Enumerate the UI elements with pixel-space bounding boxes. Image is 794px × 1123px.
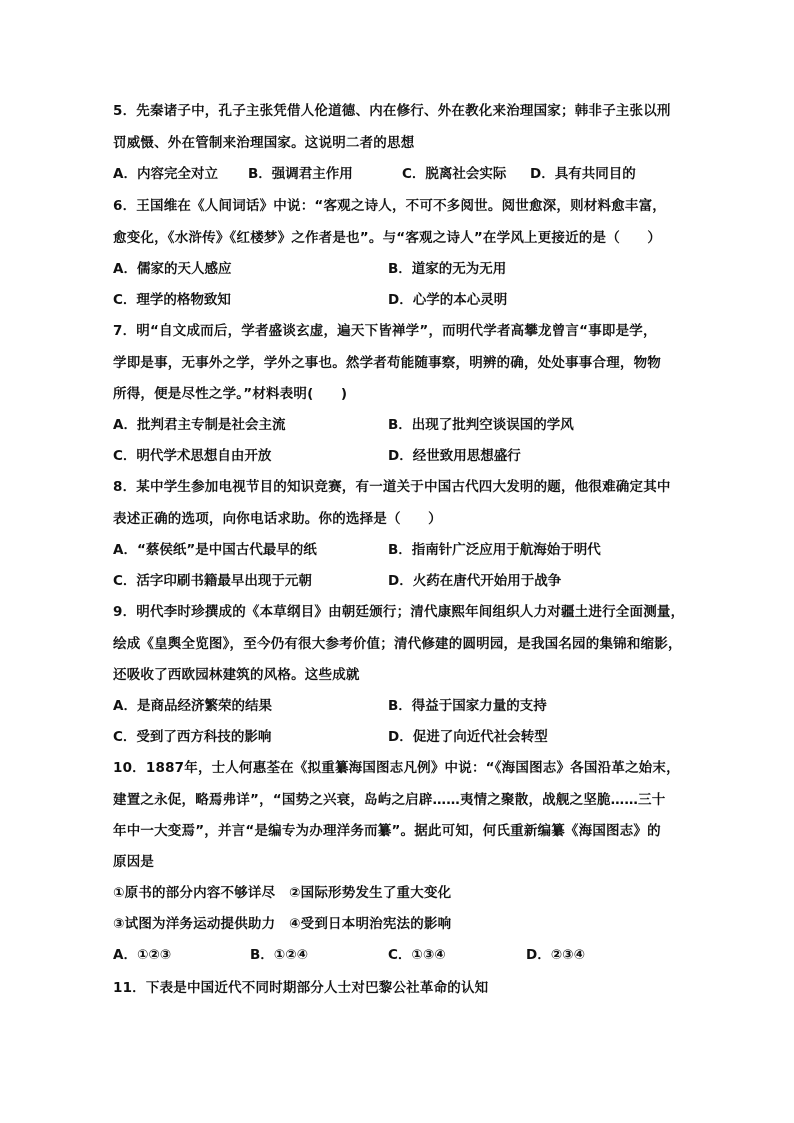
question-6-option-c: C．理学的格物致知 xyxy=(113,292,231,308)
question-11-stem-line-1: 11．下表是中国近代不同时期部分人士对巴黎公社革命的认知 xyxy=(113,980,489,996)
question-8-option-b: B．指南针广泛应用于航海始于明代 xyxy=(388,542,601,558)
question-10-option-b: B．①②④ xyxy=(250,947,309,963)
question-5-option-d: D．具有共同目的 xyxy=(530,166,636,182)
question-8-option-c: C．活字印刷书籍最早出现于元朝 xyxy=(113,573,312,589)
question-9-option-a: A．是商品经济繁荣的结果 xyxy=(113,698,272,714)
question-10-option-c: C．①③④ xyxy=(388,947,446,963)
question-5-stem-line-1: 5．先秦诸子中，孔子主张凭借人伦道德、内在修行、外在教化来治理国家；韩非子主张以刑 xyxy=(113,103,671,119)
question-5-option-a: A．内容完全对立 xyxy=(113,166,218,182)
question-10-statements-line-2: ③试图为洋务运动提供助力 ④受到日本明治宪法的影响 xyxy=(113,916,452,932)
question-10-stem-line-4: 原因是 xyxy=(113,854,155,870)
question-8-option-d: D．火药在唐代开始用于战争 xyxy=(388,573,562,589)
question-7-stem-line-2: 学即是事，无事外之学，学外之事也。然学者苟能随事察，明辨的确，处处事事合理，物物 xyxy=(113,355,661,371)
question-6-option-b: B．道家的无为无用 xyxy=(388,261,507,277)
question-6-stem-line-2: 愈变化，《水浒传》《红楼梦》之作者是也”。与“客观之诗人”在学风上更接近的是（ ） xyxy=(113,230,662,246)
question-7-stem-line-3: 所得，便是尽性之学。”材料表明( ) xyxy=(113,386,348,402)
question-10-option-a: A．①②③ xyxy=(113,947,172,963)
question-8-stem-line-1: 8．某中学生参加电视节目的知识竞赛，有一道关于中国古代四大发明的题，他很难确定其中 xyxy=(113,479,671,495)
question-7-option-b: B．出现了批判空谈误国的学风 xyxy=(388,417,574,433)
question-10-option-d: D．②③④ xyxy=(526,947,585,963)
question-6-option-d: D．心学的本心灵明 xyxy=(388,292,508,308)
question-5-stem-line-2: 罚威慑、外在管制来治理国家。这说明二者的思想 xyxy=(113,135,415,151)
question-8-option-a: A．“蔡侯纸”是中国古代最早的纸 xyxy=(113,542,317,558)
question-9-option-d: D．促进了向近代社会转型 xyxy=(388,729,548,745)
question-9-stem-line-1: 9．明代李时珍撰成的《本草纲目》由朝廷颁行；清代康熙年间组织人力对疆土进行全面测量， xyxy=(113,604,685,620)
question-6-stem-line-1: 6．王国维在《人间词话》中说：“客观之诗人，不可不多阅世。阅世愈深，则材料愈丰富， xyxy=(113,198,666,214)
question-7-stem-line-1: 7．明“自文成而后，学者盛谈玄虚，遍天下皆禅学”，而明代学者高攀龙曾言“事即是学， xyxy=(113,323,657,339)
question-8-stem-line-2: 表述正确的选项，向你电话求助。你的选择是（ ） xyxy=(113,511,442,527)
question-10-stem-line-2: 建置之永促，略焉弗详”，“国势之兴衰，岛屿之启辟……夷情之聚散，战舰之坚脆……三十 xyxy=(113,792,666,808)
question-10-stem-line-1: 10．1887年，士人何惠荃在《拟重纂海国图志凡例》中说：“《海国图志》各国沿革之始末， xyxy=(113,760,680,776)
question-9-option-c: C．受到了西方科技的影响 xyxy=(113,729,272,745)
question-5-option-c: C．脱离社会实际 xyxy=(402,166,507,182)
question-9-option-b: B．得益于国家力量的支持 xyxy=(388,698,547,714)
question-5-option-b: B．强调君主作用 xyxy=(248,166,353,182)
question-6-option-a: A．儒家的天人感应 xyxy=(113,261,232,277)
question-7-option-c: C．明代学术思想自由开放 xyxy=(113,448,272,464)
question-10-statements-line-1: ①原书的部分内容不够详尽 ②国际形势发生了重大变化 xyxy=(113,885,452,901)
question-9-stem-line-3: 还吸收了西欧园林建筑的风格。这些成就 xyxy=(113,667,360,683)
question-7-option-d: D．经世致用思想盛行 xyxy=(388,448,521,464)
question-7-option-a: A．批判君主专制是社会主流 xyxy=(113,417,286,433)
question-9-stem-line-2: 绘成《皇舆全览图》，至今仍有很大参考价值；清代修建的圆明园，是我国名园的集锦和缩影， xyxy=(113,636,682,652)
question-10-stem-line-3: 年中一大变焉”，并言“是编专为办理洋务而纂”。据此可知，何氏重新编纂《海国图志》的 xyxy=(113,823,661,839)
